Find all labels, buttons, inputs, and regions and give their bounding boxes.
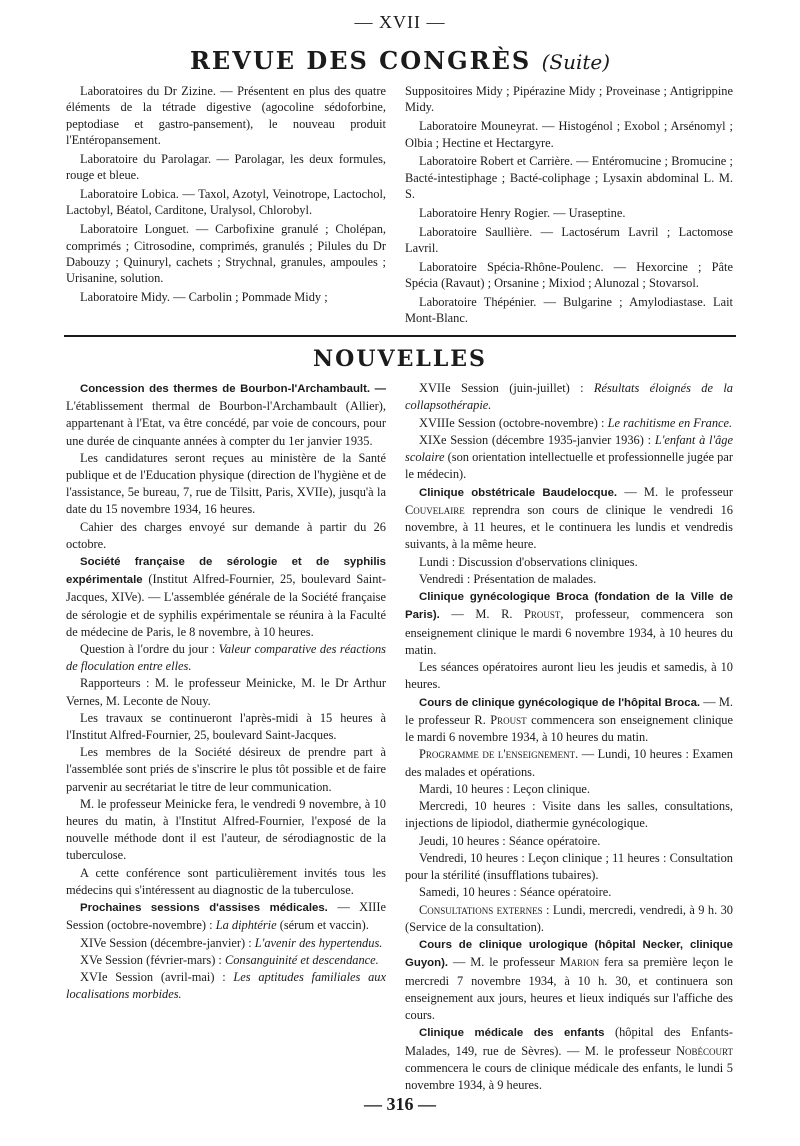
roman-page-marker: — XVII — <box>354 12 446 32</box>
news-item <box>66 899 386 934</box>
page-number: — 316 — <box>364 1094 436 1114</box>
news-heading: Cours de clinique urologique (hôpital Necker, clinique Guyon). <box>405 939 733 970</box>
news-heading: Concession des thermes de Bourbon-l'Archambault. — <box>80 383 386 395</box>
nouvelles-title: NOUVELLES <box>313 346 487 372</box>
news-item <box>66 952 386 969</box>
news-text: M. le professeur Meinicke fera, le vendredi 9 novembre, à 10 heures du matin, à l'Institut Alfred-Fournier, l'exposé de la nouvelle méthode dont il est l'auteur, de sérodiagnostic de la tuberculose. <box>66 796 386 863</box>
revue-right-column <box>405 83 733 329</box>
news-text: Rapporteurs : M. le professeur Meinicke, M. le Dr Arthur Vernes, M. Leconte de Nouy. <box>66 676 386 708</box>
news-item <box>66 969 386 1003</box>
news-text: XVe Session (février-mars) : <box>80 952 222 967</box>
news-text: XVIIe Session (juin-juillet) : <box>419 381 584 395</box>
news-italic: Les aptitudes familiales aux localisations morbides. <box>66 969 386 1002</box>
news-text: Samedi, 10 heures : Séance opératoire. <box>419 885 612 900</box>
news-item <box>405 746 733 781</box>
news-item <box>405 694 733 747</box>
revue-paragraph: Laboratoire Thépénier. — Bulgarine ; Amylodiastase. Lait Mont-Blanc. <box>405 295 733 326</box>
news-name: Proust <box>524 607 561 622</box>
news-heading: Société française de sérologie et de syphilis expérimentale <box>66 556 386 587</box>
news-item <box>66 935 386 952</box>
revue-paragraph: Laboratoire du Parolagar. — Parolagar, les deux formules, rouge et bleue. <box>66 151 386 183</box>
news-item <box>405 380 733 415</box>
news-heading: Clinique médicale des enfants <box>419 1027 605 1040</box>
news-text: XIXe Session (décembre 1935-janvier 1936) : <box>419 432 652 447</box>
news-text: Les candidatures seront reçues au ministère de la Santé publique et de l'Education physique (direction de l'hygiène et de l'assistance, 5e bureau, 7, rue de Tilsitt, Paris, XVIIe), jusqu'à la date du 15 novembre 1934, 16 heures. <box>66 450 386 517</box>
news-text: (sérum et vaccin). <box>279 918 369 933</box>
news-item <box>405 588 733 659</box>
news-text: XVIe Session (avril-mai) : <box>80 969 226 984</box>
news-italic: L'avenir des hypertendus. <box>254 935 383 950</box>
news-text: Lundi : Discussion d'observations cliniques. <box>419 554 638 569</box>
news-italic: La diphtérie <box>215 918 277 933</box>
revue-paragraph: Suppositoires Midy ; Pipérazine Midy ; Proveinase ; Antigrippine Midy. <box>405 84 733 115</box>
section-title-suite: (Suite) <box>541 50 611 74</box>
news-text: (son orientation intellectuelle et professionnelle jugée par le médecin). <box>405 450 733 482</box>
news-text: — XIIIe Session (octobre-novembre) : <box>66 900 386 933</box>
news-text: Vendredi : Présentation de malades. <box>419 571 597 586</box>
news-name: Couvelaire <box>405 502 465 517</box>
news-text: fera sa première leçon le mercredi 7 novembre 1934, à 10 h. 30, et continuera son enseignement aux jours, heures et lieux indiqués sur l'affiche des cours. <box>405 955 733 1022</box>
news-italic: L'enfant à l'âge scolaire <box>405 432 733 464</box>
news-text: — M. le professeur R. <box>405 694 733 727</box>
news-item <box>66 380 386 450</box>
news-item <box>405 484 733 554</box>
news-heading: Prochaines sessions d'assises médicales. <box>80 902 328 915</box>
revue-paragraph: Laboratoire Spécia-Rhône-Poulenc. — Hexorcine ; Pâte Spécia (Ravaut) ; Orsanine ; Mixiod ; Alunozal ; Stovarsol. <box>405 259 733 291</box>
nouvelles-right-column <box>405 380 733 1094</box>
news-text: Les séances opératoires auront lieu les jeudis et samedis, à 10 heures. <box>405 660 733 692</box>
news-text: Vendredi, 10 heures : Leçon clinique ; 11 heures : Consultation pour la stérilité (insufflations tubaires). <box>405 850 733 882</box>
section-title-text: REVUE DES CONGRÈS <box>189 46 532 75</box>
news-text: Cahier des charges envoyé sur demande à partir du 26 octobre. <box>66 519 386 551</box>
revue-paragraph: Laboratoire Mouneyrat. — Histogénol ; Exobol ; Arsénomyl ; Olbia ; Hectine et Hectargyre. <box>405 119 733 150</box>
news-name: Proust <box>490 712 527 727</box>
news-text: — M. le professeur <box>452 955 555 970</box>
news-subheading: Consultations externes : <box>419 902 550 917</box>
news-text: XIVe Session (décembre-janvier) : <box>80 935 252 950</box>
news-heading: Clinique gynécologique Broca (fondation de la Ville de Paris). <box>405 591 733 622</box>
news-italic: Consanguinité et descendance. <box>224 952 379 967</box>
news-text: Mercredi, 10 heures : Visite dans les salles, consultations, injections de lipiodol, diathermie gynécologique. <box>405 799 733 831</box>
revue-paragraph: Laboratoire Saullière. — Lactosérum Lavril ; Lactomose Lavril. <box>405 224 733 256</box>
news-text: (hôpital des Enfants-Malades, 149, rue de Sèvres). — M. le professeur <box>405 1025 733 1058</box>
revue-paragraph: Laboratoire Longuet. — Carbofixine granulé ; Cholépan, comprimés ; Citrosodine, comprimés, granulés ; Pilules du Dr Dabouzy ; Quinuryl, cachets ; Strychnal, granules, ampoules ; Urisanine, solution. <box>66 222 386 286</box>
news-italic: Résultats éloignés de la collapsothérapie. <box>405 381 733 413</box>
news-item <box>66 641 386 675</box>
news-subheading: Programme de l'enseignement. <box>419 747 579 762</box>
news-heading: Clinique obstétricale Baudelocque. <box>419 486 618 499</box>
news-item <box>66 553 386 641</box>
news-text: — M. le professeur <box>624 484 733 499</box>
news-text: Question à l'ordre du jour : <box>80 642 216 657</box>
news-text: — Lundi, 10 heures : Examen des malades et opérations. <box>405 747 733 779</box>
nouvelles-left-column <box>66 380 386 1003</box>
news-item <box>405 936 733 1024</box>
news-text: Mardi, 10 heures : Leçon clinique. <box>419 781 591 796</box>
revue-paragraph: Laboratoire Midy. — Carbolin ; Pommade Midy ; <box>80 290 328 305</box>
news-text: L'établissement thermal de Bourbon-l'Archambault (Allier), appartenant à l'Etat, va être concédé, par voie de concours, pour une durée de cinquante années à compter du 1er janvier 1935. <box>66 399 386 448</box>
section-title <box>0 46 800 75</box>
news-item <box>405 415 733 432</box>
news-text: reprendra son cours de clinique le vendredi 16 novembre, à 11 heures, et le continuera les lundis et vendredis suivants, à la même heure. <box>405 502 733 552</box>
news-text: (Institut Alfred-Fournier, 25, boulevard Saint-Jacques, XIVe). — L'assemblée générale de la Société française de sérologie et de syphilis expérimentale se réunira à la Faculté de médecine de Paris, le 8 novembre, à 10 heures. <box>66 572 386 639</box>
news-text: , professeur, commencera son enseignement clinique le mardi 6 novembre 1934, à 10 heures du matin. <box>405 607 733 657</box>
news-italic: Valeur comparative des réactions de floculation entre elles. <box>66 642 386 674</box>
news-name: Nobécourt <box>676 1043 733 1058</box>
news-text: Jeudi, 10 heures : Séance opératoire. <box>419 833 601 848</box>
news-text: Lundi, mercredi, vendredi, à 9 h. 30 (Service de la consultation). <box>405 902 734 934</box>
news-item <box>405 1024 733 1094</box>
news-text: commencera le cours de clinique médicale des enfants, le lundi 5 novembre 1934, à 9 heures. <box>405 1060 733 1092</box>
news-text: commencera son enseignement clinique le mardi 6 novembre 1934, à 10 heures du matin. <box>405 712 733 744</box>
news-italic: Le rachitisme en France. <box>607 415 733 430</box>
news-item <box>405 902 733 937</box>
news-item <box>405 432 733 484</box>
revue-paragraph: Laboratoire Henry Rogier. — Uraseptine. <box>419 205 626 220</box>
news-text: Les travaux se continueront l'après-midi à 15 heures à l'Institut Alfred-Fournier, 25, boulevard Saint-Jacques. <box>66 710 386 743</box>
revue-paragraph: Laboratoires du Dr Zizine. — Présentent en plus des quatre éléments de la tétrade digestive (agocoline sédoforbine, peptodiase et gastro-pansement), le nouveau produit l'Entéropansement. <box>66 84 386 148</box>
news-heading: Cours de clinique gynécologique de l'hôpital Broca. <box>419 696 701 709</box>
news-text: A cette conférence sont particulièrement invités tous les médecins qui s'intéressent au diagnostic de la tuberculose. <box>66 865 386 897</box>
news-text: — M. R. <box>451 607 513 622</box>
news-name: Marion <box>559 955 600 970</box>
revue-paragraph: Laboratoire Robert et Carrière. — Entéromucine ; Bromucine ; Bacté-intestiphage ; Bacté-coliphage ; Lysaxin abdominal L. M. S. <box>405 154 733 202</box>
section-divider <box>64 335 736 337</box>
revue-paragraph: Laboratoire Lobica. — Taxol, Azotyl, Veinotrope, Lactochol, Lactobyl, Béatol, Carditone, Uralysol, Chlorobyl. <box>66 187 386 218</box>
news-text: Les membres de la Société désireux de prendre part à l'assemblée sont priés de s'inscrire le plus tôt possible et de faire parvenir au secrétariat le titre de leur communication. <box>66 745 386 794</box>
revue-left-column <box>66 83 386 308</box>
news-text: XVIIIe Session (octobre-novembre) : <box>419 415 605 430</box>
